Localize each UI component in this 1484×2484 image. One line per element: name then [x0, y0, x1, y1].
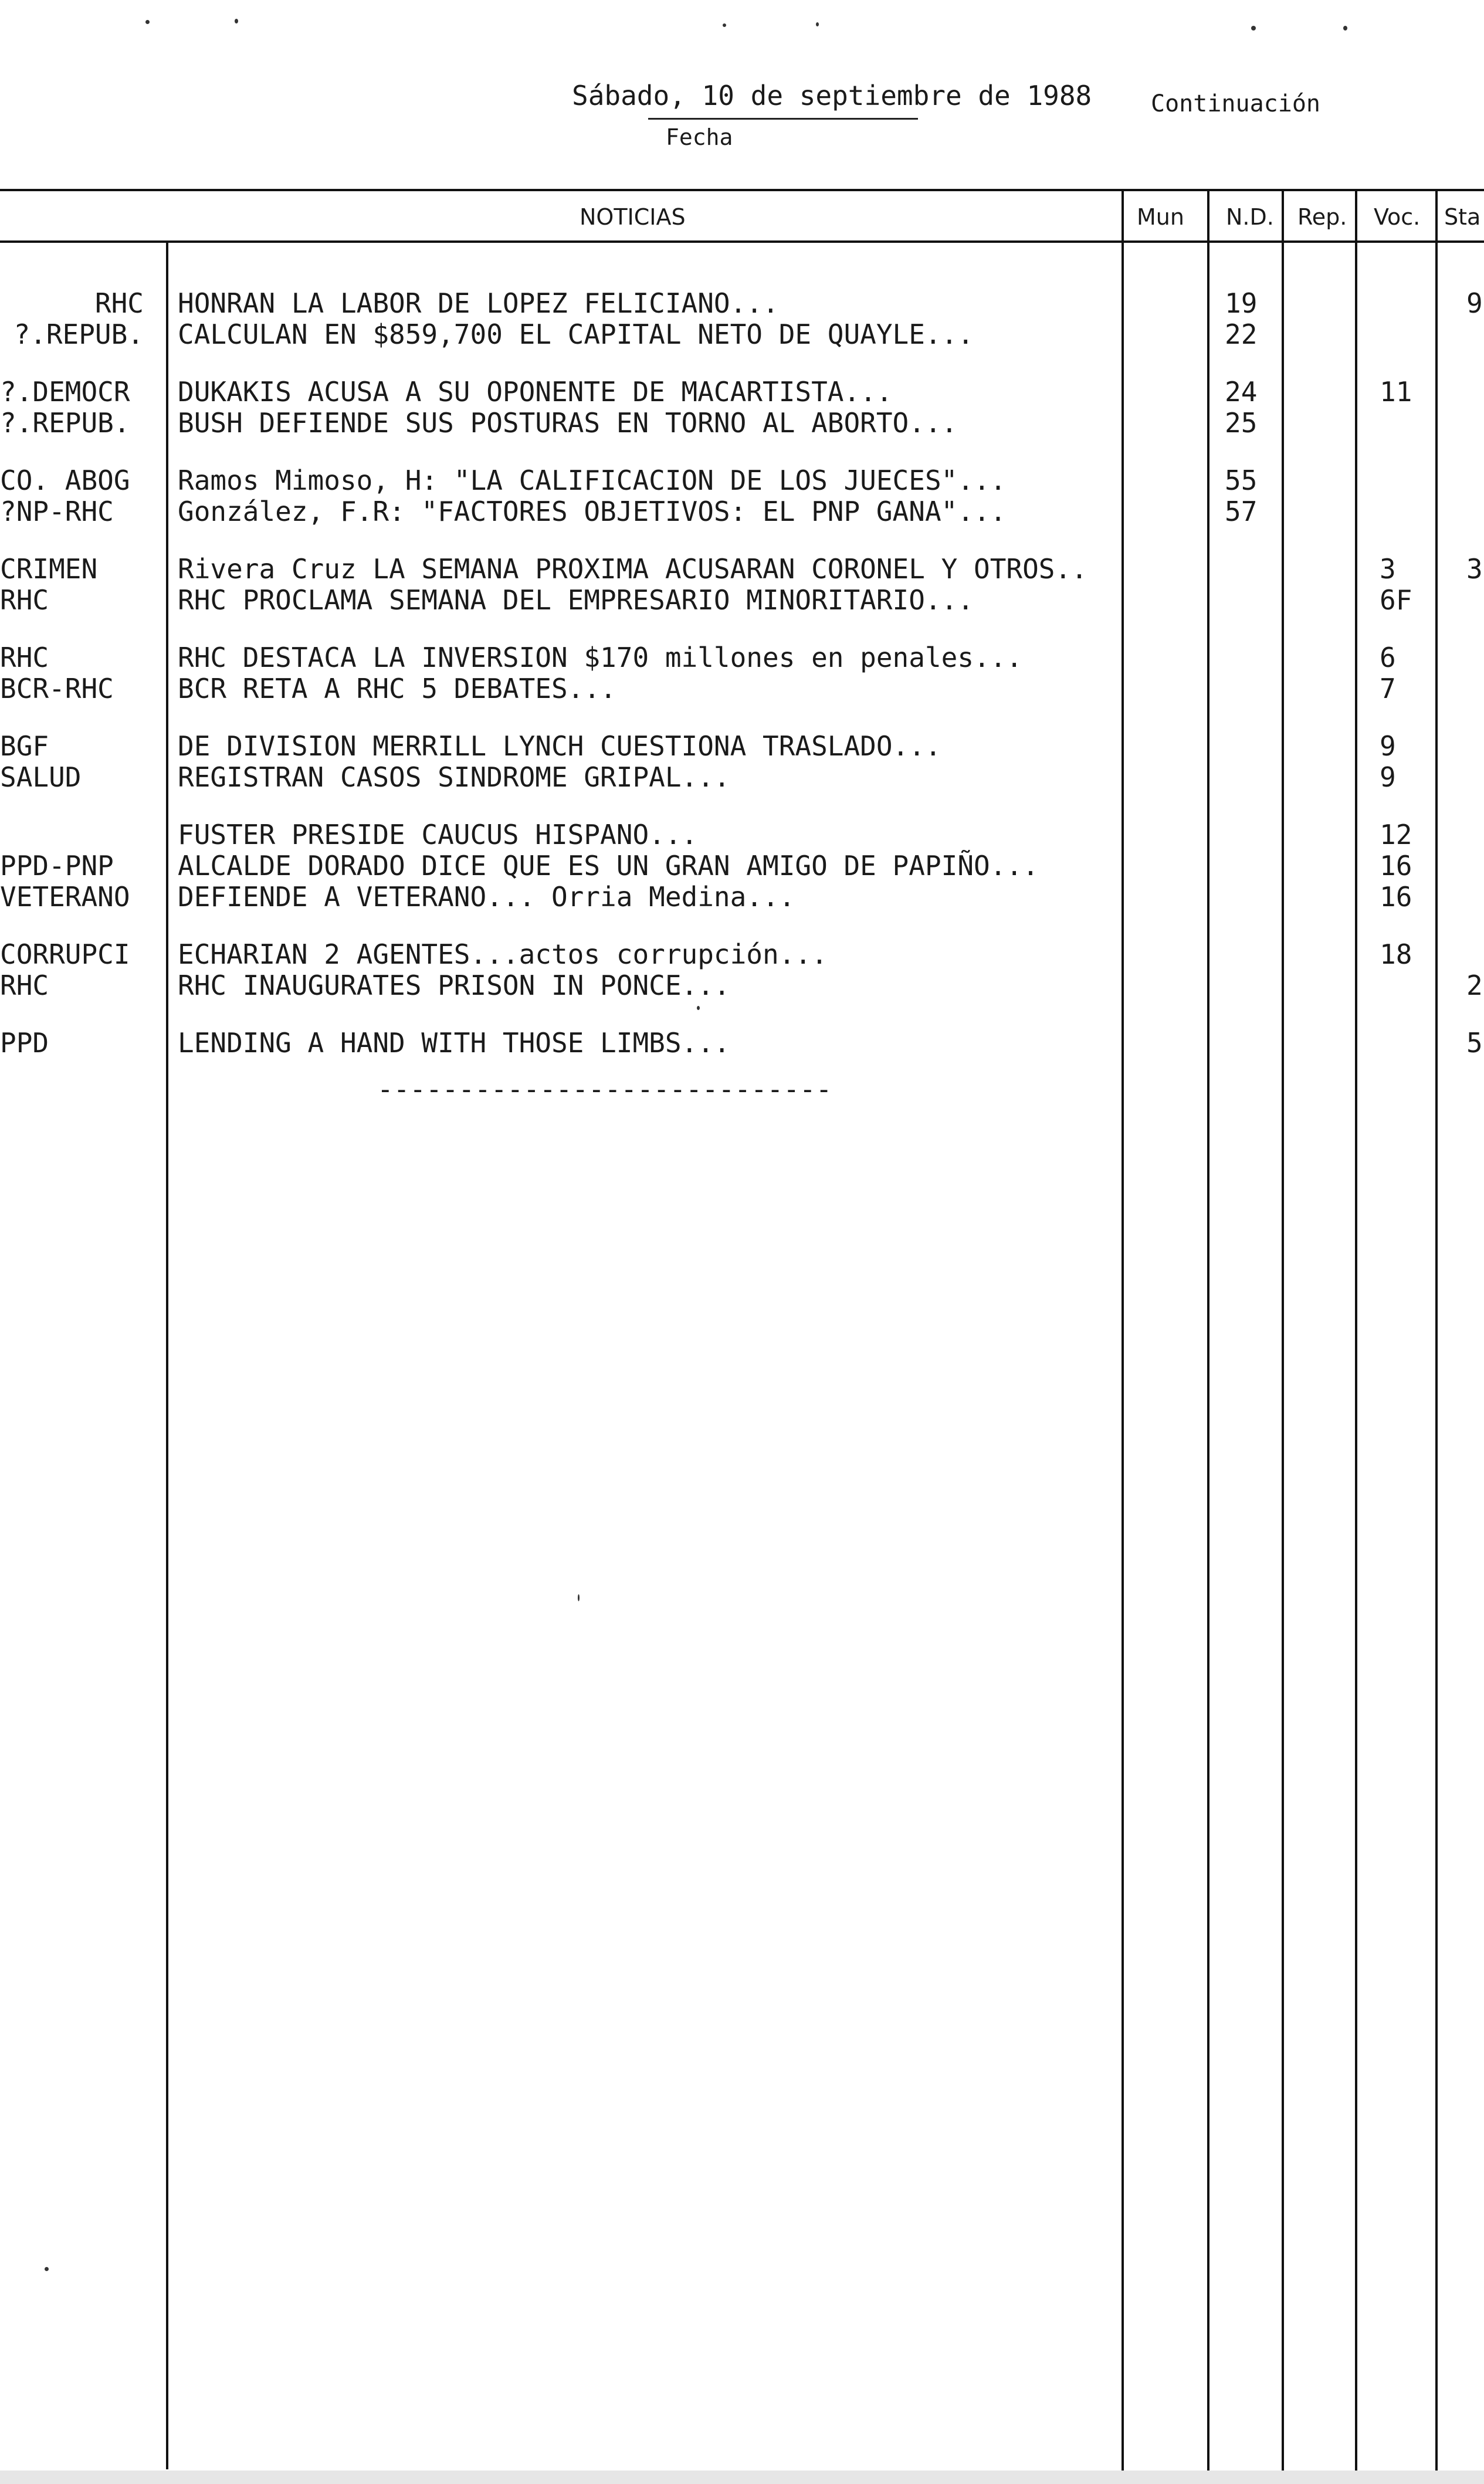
- row-section: ?.REPUB.: [13, 318, 144, 350]
- row-sta: 5: [1466, 1027, 1483, 1059]
- row-section: VETERANO: [0, 881, 130, 913]
- column-header-rep: Rep.: [1297, 204, 1347, 230]
- row-section: ?.REPUB.: [0, 407, 130, 439]
- column-rule-mun-left: [1122, 189, 1124, 2471]
- scan-speck: [45, 2267, 49, 2271]
- row-title: ALCALDE DORADO DICE QUE ES UN GRAN AMIGO DE PAPIÑO...: [178, 850, 1039, 882]
- end-of-list-marker: ----------------------------: [377, 1073, 832, 1105]
- row-title: ECHARIAN 2 AGENTES...actos corrupción...: [178, 938, 828, 970]
- row-section: CORRUPCI: [0, 938, 130, 970]
- scan-speck: [1343, 26, 1347, 31]
- column-header-mun: Mun: [1137, 204, 1184, 230]
- row-voc: 16: [1380, 881, 1412, 913]
- row-section: PPD-PNP: [0, 850, 114, 882]
- scan-speck: [1251, 26, 1256, 31]
- column-rule-voc-left: [1355, 189, 1357, 2471]
- row-section: SALUD: [0, 761, 82, 793]
- row-title: BUSH DEFIENDE SUS POSTURAS EN TORNO AL ABORTO...: [178, 407, 958, 439]
- column-header-voc: Voc.: [1374, 204, 1421, 230]
- row-title: HONRAN LA LABOR DE LOPEZ FELICIANO...: [178, 287, 779, 319]
- date-underline: [648, 118, 918, 120]
- scan-speck: [145, 20, 150, 24]
- scan-speck: [723, 23, 726, 27]
- table-header-bottom-rule: [0, 240, 1484, 243]
- row-nd: 57: [1225, 496, 1258, 527]
- row-title: RHC DESTACA LA INVERSION $170 millones en penales...: [178, 642, 1023, 673]
- column-rule-rep-left: [1282, 189, 1284, 2471]
- row-section: RHC: [0, 584, 49, 616]
- row-section: ?.DEMOCR: [0, 376, 130, 408]
- row-voc: 3: [1380, 553, 1396, 585]
- row-sta: 2: [1466, 970, 1483, 1001]
- column-rule-sta-left: [1435, 189, 1438, 2471]
- row-sta: 3: [1466, 553, 1483, 585]
- row-title: González, F.R: "FACTORES OBJETIVOS: EL PNP GANA"...: [178, 496, 1007, 527]
- row-section: PPD: [0, 1027, 49, 1059]
- row-section: CO. ABOG: [0, 465, 130, 496]
- column-header-nd: N.D.: [1226, 204, 1274, 230]
- row-section: ?NP-RHC: [0, 496, 114, 527]
- scan-bottom-edge: [0, 2471, 1484, 2484]
- column-rule-section: [166, 240, 168, 2469]
- row-title: FUSTER PRESIDE CAUCUS HISPANO...: [178, 819, 698, 850]
- row-title: LENDING A HAND WITH THOSE LIMBS...: [178, 1027, 730, 1059]
- row-title: DUKAKIS ACUSA A SU OPONENTE DE MACARTISTA...: [178, 376, 893, 408]
- scan-speck: [697, 1006, 700, 1010]
- column-rule-nd-left: [1207, 189, 1209, 2471]
- row-nd: 55: [1225, 465, 1258, 496]
- row-nd: 24: [1225, 376, 1258, 408]
- row-title: CALCULAN EN $859,700 EL CAPITAL NETO DE QUAYLE...: [178, 318, 974, 350]
- row-title: DE DIVISION MERRILL LYNCH CUESTIONA TRASLADO...: [178, 730, 941, 762]
- row-sta: 9: [1466, 287, 1483, 319]
- row-title: RHC INAUGURATES PRISON IN PONCE...: [178, 970, 730, 1001]
- row-nd: 22: [1225, 318, 1258, 350]
- row-section: BCR-RHC: [0, 673, 114, 704]
- column-header-sta: Sta: [1444, 204, 1481, 230]
- row-voc: 6F: [1380, 584, 1412, 616]
- row-title: DEFIENDE A VETERANO... Orria Medina...: [178, 881, 795, 913]
- row-voc: 6: [1380, 642, 1396, 673]
- row-voc: 9: [1380, 730, 1396, 762]
- row-section: RHC: [0, 970, 49, 1001]
- row-nd: 19: [1225, 287, 1258, 319]
- row-title: Rivera Cruz LA SEMANA PROXIMA ACUSARAN CORONEL Y OTROS..: [178, 553, 1087, 585]
- fecha-label: Fecha: [666, 124, 733, 150]
- row-title: BCR RETA A RHC 5 DEBATES...: [178, 673, 616, 704]
- scan-speck: [235, 19, 238, 23]
- scan-speck: [578, 1594, 580, 1601]
- row-section: BGF: [0, 730, 49, 762]
- continuation-label: Continuación: [1151, 90, 1320, 117]
- row-voc: 16: [1380, 850, 1412, 882]
- table-top-rule: [0, 189, 1484, 191]
- row-voc: 11: [1380, 376, 1412, 408]
- column-header-noticias: NOTICIAS: [580, 204, 686, 230]
- row-title: Ramos Mimoso, H: "LA CALIFICACION DE LOS JUECES"...: [178, 465, 1007, 496]
- row-nd: 25: [1225, 407, 1258, 439]
- row-voc: 18: [1380, 938, 1412, 970]
- row-section: RHC: [0, 642, 49, 673]
- row-title: RHC PROCLAMA SEMANA DEL EMPRESARIO MINORITARIO...: [178, 584, 974, 616]
- scan-speck: [816, 22, 819, 26]
- row-voc: 12: [1380, 819, 1412, 850]
- row-section: CRIMEN: [0, 553, 98, 585]
- date-text: Sábado, 10 de septiembre de 1988: [572, 80, 1092, 111]
- row-voc: 7: [1380, 673, 1396, 704]
- row-voc: 9: [1380, 761, 1396, 793]
- row-title: REGISTRAN CASOS SINDROME GRIPAL...: [178, 761, 730, 793]
- row-section: RHC: [94, 287, 144, 319]
